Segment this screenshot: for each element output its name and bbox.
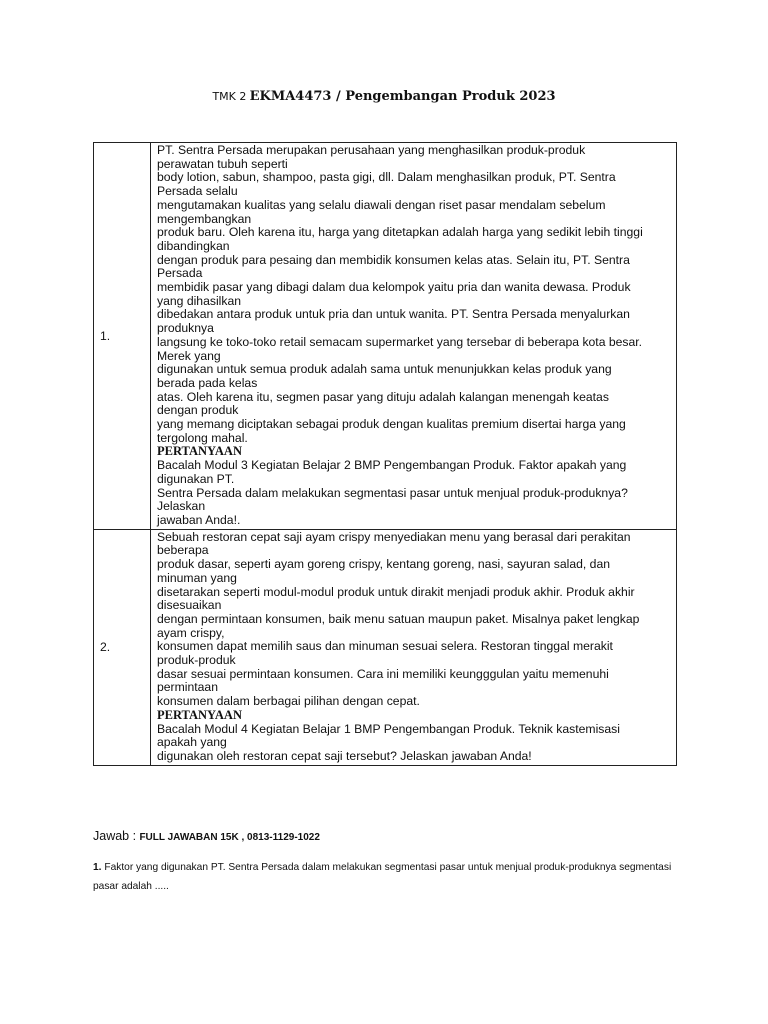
case-text-line: produk dasar, seperti ayam goreng crispy, kentang goreng, nasi, sayuran salad, dan [157,557,611,572]
title-main: EKMA4473 / Pengembangan Produk 2023 [249,89,556,104]
question-text-line: digunakan oleh restoran cepat saji tersebut? Jelaskan jawaban Anda! [157,748,532,763]
case-text-line: dengan permintaan konsumen, baik menu satuan maupun paket. Misalnya paket lengkap [157,611,640,626]
title-prefix: TMK 2 [212,90,247,103]
case-text-line: beberapa [157,543,209,558]
question-number: 2. [94,529,151,765]
answer-item-1 [93,858,683,896]
case-text-line: body lotion, sabun, shampoo, pasta gigi, dll. Dalam menghasilkan produk, PT. Sentra [157,170,616,185]
case-text-line: minuman yang [157,570,237,585]
question-heading: PERTANYAAN [157,707,242,722]
case-text-line: disetarakan seperti modul-modul produk untuk dirakit menjadi produk akhir. Produk akhir [157,584,635,599]
case-text-line: dengan produk [157,403,239,418]
question-body [151,529,677,765]
answer-item-1-text: Faktor yang digunakan PT. Sentra Persada dalam melakukan segmentasi pasar untuk menjual produk-produknya segmentasi pasar adalah ..... [93,862,672,892]
case-text-line: membidik pasar yang dibagi dalam dua kelompok yaitu pria dan wanita dewasa. Produk [157,280,631,295]
question-text-line: apakah yang [157,735,227,750]
case-text-line: Merek yang [157,348,221,363]
answer-header [93,829,320,843]
case-text-line: ayam crispy, [157,625,225,640]
case-text-line: mengembangkan [157,211,252,226]
case-text-line: yang dihasilkan [157,293,242,308]
case-text-line: Persada selalu [157,184,238,199]
question-number: 1. [94,143,151,530]
answer-label: Jawab : [93,829,137,843]
answer-info: FULL JAWABAN 15K , 0813-1129-1022 [139,832,320,843]
case-text-line: berada pada kelas [157,375,258,390]
question-body [151,143,677,530]
case-text-line: permintaan [157,680,218,695]
question-text-line: Bacalah Modul 3 Kegiatan Belajar 2 BMP Pengembangan Produk. Faktor apakah yang [157,458,627,473]
case-text-line: dibandingkan [157,238,230,253]
document-title [0,88,768,104]
question-text-line: Jelaskan [157,499,206,514]
case-text-line: yang memang diciptakan sebagai produk dengan kualitas premium disertai harga yang [157,417,626,432]
question-row [94,143,677,530]
question-text-line: jawaban Anda!. [157,512,241,527]
question-text-line: Bacalah Modul 4 Kegiatan Belajar 1 BMP Pengembangan Produk. Teknik kastemisasi [157,721,620,736]
case-text-line: digunakan untuk semua produk adalah sama untuk menunjukkan kelas produk yang [157,362,612,377]
case-text-line: produknya [157,321,214,336]
question-heading: PERTANYAAN [157,444,242,459]
case-text-line: disesuaikan [157,598,222,613]
case-text-line: konsumen dalam berbagai pilihan dengan cepat. [157,694,420,709]
case-text-line: Sebuah restoran cepat saji ayam crispy menyediakan menu yang berasal dari perakitan [157,529,631,544]
case-text-line: dengan produk para pesaing dan membidik konsumen kelas atas. Selain itu, PT. Sentra [157,252,630,267]
case-text-line: mengutamakan kualitas yang selalu diawali dengan riset pasar mendalam sebelum [157,197,606,212]
case-text-line: atas. Oleh karena itu, segmen pasar yang dituju adalah kalangan menengah keatas [157,389,609,404]
case-text-line: PT. Sentra Persada merupakan perusahaan yang menghasilkan produk-produk [157,143,586,157]
case-text-line: dibedakan antara produk untuk pria dan untuk wanita. PT. Sentra Persada menyalurkan [157,307,630,322]
case-text-line: dasar sesuai permintaan konsumen. Cara ini memiliki keungggulan yaitu memenuhi [157,666,609,681]
case-text-line: tergolong mahal. [157,430,248,445]
questions-table [93,142,677,766]
question-row [94,529,677,765]
question-text-line: digunakan PT. [157,471,235,486]
case-text-line: produk baru. Oleh karena itu, harga yang ditetapkan adalah harga yang sedikit lebih tinggi [157,225,643,240]
case-text-line: produk-produk [157,653,236,668]
case-text-line: konsumen dapat memilih saus dan minuman sesuai selera. Restoran tinggal merakit [157,639,613,654]
case-text-line: langsung ke toko-toko retail semacam supermarket yang tersebar di beberapa kota besar. [157,334,643,349]
case-text-line: Persada [157,266,203,281]
question-text-line: Sentra Persada dalam melakukan segmentasi pasar untuk menjual produk-produknya? [157,485,628,500]
answer-item-1-number: 1. [93,862,102,873]
case-text-line: perawatan tubuh seperti [157,156,288,171]
